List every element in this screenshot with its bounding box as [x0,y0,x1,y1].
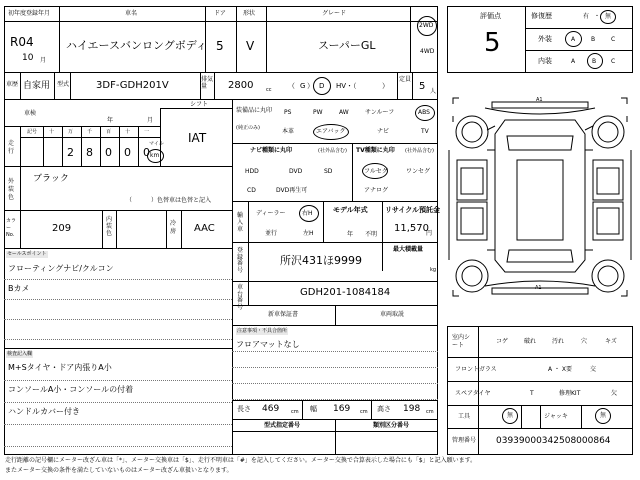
color-no-value: 209 [52,223,72,234]
diagram-a1-top: A1 [536,97,543,103]
navi-cd: CD [247,187,256,194]
fuel-d: D [319,82,325,90]
exterior-b: B [591,36,596,43]
capacity-label: 定員 [399,76,412,83]
mgmt-value: 03939000342508000864 [496,436,611,446]
width-label: 幅 [310,405,317,413]
mileage-unit-0: 十 [49,129,55,135]
mile-label: マイル [149,141,164,147]
interior-c: C [611,58,616,65]
reg-month-unit: 月 [40,57,47,64]
sheet-yabure: 破れ [524,338,537,345]
inspector_lines-rule [4,380,232,381]
fuel-g: G [300,82,306,90]
height-value: 198 [403,404,421,414]
equip-sunroof: サンルーフ [365,109,395,116]
interior-b: B [592,58,597,65]
width-unit: cm [360,409,368,415]
interior-a: A [571,58,576,65]
sales_lines-rule [4,279,232,280]
navi-subtitle: (社外品含む) [318,148,347,154]
exterior-a: A [571,36,576,43]
equip-leather: 本革 [282,128,295,135]
tv-fullseg: フルセグ [364,168,388,175]
door-label: ドア [214,10,226,17]
repair-no: 無 [605,13,612,20]
displacement-label: 排気量 [201,76,214,90]
sales-lines-0: フローティングナビ/クルコン [8,264,114,273]
jack-label: ジャッキ [544,413,568,420]
mileage-digit-1: 2 [67,146,74,159]
navi-sd: SD [324,168,333,175]
windshield-label: フロントガラス [455,366,497,373]
max-load-unit: kg [430,267,437,273]
grade-label: グレード [322,10,347,17]
diagram-a1-bottom: A1 [535,285,542,291]
model-year-unit: 年 [347,231,354,238]
inspector_lines-rule [4,402,232,403]
height-unit: cm [426,409,434,415]
car-name: ハイエースバンロングボディ [66,39,207,52]
interior-label: 内装 [538,57,552,65]
equip-airbag: エアバック [316,128,346,135]
mileage-digit-2: 8 [86,146,93,159]
fuel-paren: （ [288,82,295,90]
caution-lines-0: フロアマットなし [236,340,300,349]
footer-line1: 走行距離の記号欄にメーター改ざん車は「*」、メーター交換車は「$」、走行不明車は「#」を記入してください。メーター交換で合算表示した場合にも「$」と記入願います。 [5,457,477,464]
capacity-value: 5 [419,81,426,92]
length-unit: cm [291,409,299,415]
tools-value: 無 [507,412,514,419]
first-reg-label: 初年度登録年月 [8,10,51,17]
reg-label: 登録番号 [237,247,244,274]
mileage-divider [138,126,139,166]
mileage-divider [43,126,44,166]
model-label: 型式 [57,81,70,88]
tv-oneseg: ワンセグ [406,168,431,175]
inspector-label: 検査記入欄 [7,351,33,357]
inspector_lines-rule [4,446,232,447]
displacement-unit: cc [266,87,272,93]
shift-value: IAT [188,131,207,145]
reg-value: 所沢431ほ9999 [280,254,362,267]
model-year-unknown: 不明 [365,231,378,238]
sales_lines-rule [4,299,232,300]
sheet-koge: コゲ [496,338,509,345]
shape-label: 形状 [243,10,256,17]
tv-analog: アナログ [364,187,389,194]
height-label: 高さ [377,405,391,413]
use-value: 自家用 [23,81,51,91]
reg-year: R04 [10,35,34,49]
shape: V [246,39,255,53]
mileage-digit-4: 0 [124,146,131,159]
mileage-divider [81,126,82,166]
drive-2wd: 2WD [419,22,434,29]
tv-title: TV種類に丸印 [356,147,395,154]
recycle-label: リサイクル預託金 [385,206,441,214]
equip-aw: AW [339,109,349,116]
inspection-month: 月 [147,117,154,124]
tools-label: 工具 [458,413,471,420]
spare-label: スペアタイヤ [455,390,491,397]
interior-color-label: 内装色 [106,216,113,238]
sales-lines-1: Bカメ [8,284,30,293]
sales_lines-rule [4,319,232,320]
navi-dvd: DVD [289,168,303,175]
caution_lines-rule [232,367,438,368]
spare-missing: 欠 [611,390,618,397]
type-label: 型式指定番号 [264,422,301,429]
mileage-divider [62,126,63,166]
repair-yes: 有 [583,13,590,20]
length-label: 長さ [237,405,251,413]
mileage-unit-2: 千 [87,129,93,135]
manual: 車両取説 [380,311,405,318]
caution_lines-rule [232,351,438,352]
mileage-divider [119,126,120,166]
tv-subtitle: (社外品含む) [405,148,434,154]
mileage-label: 走行 [8,140,15,155]
navi-title: ナビ種類に丸印 [250,147,293,154]
footer-line2: またメーター交換の条件を満たしていないものはメーター改ざん車扱いとなります。 [5,467,233,474]
km-label: km [150,152,160,159]
equip-pw: PW [313,109,323,116]
inspection-label: 車検 [24,110,37,117]
capacity-unit: 人 [430,88,437,95]
fuel-hv: HV・（ [336,82,357,90]
model-year-label: モデル年式 [333,206,368,214]
sheet-yogore: 汚れ [552,338,565,345]
exterior-c: C [611,36,616,43]
shift-label: シフト [190,101,209,108]
spare-t: T [530,390,534,397]
mileage-unit-4: 十 [125,129,131,135]
windshield-extra: 交 [590,366,597,373]
color-value: ブラック [33,174,69,184]
score-value: 5 [484,28,501,58]
sheet-ana: 穴 [581,338,588,345]
width-value: 169 [333,404,351,414]
navi-dvd-play: DVD再生可 [276,187,308,194]
sales-label: セールスポイント [7,251,47,257]
recycle-unit: 円 [426,230,433,237]
inspector_lines-rule [4,424,232,425]
equip-ps: PS [284,109,292,116]
max-load-label: 最大積載量 [393,246,424,253]
fuel-paren-close: ） [307,82,314,90]
ac-label: 冷房 [170,220,177,235]
spare-kit: 修理KIT [559,390,581,397]
mileage-unit-prefix: 記号 [27,129,38,135]
color-note: ）色替車は色替と記入 [151,197,212,204]
equipment-subtitle: (純正のみ) [236,125,260,131]
model-value: 3DF-GDH201V [96,80,169,91]
caution-label: 注意事項・不具合箇所 [237,328,288,334]
new-car-warranty: 新車保証書 [268,311,299,318]
class-label: 類別区分番号 [373,422,410,429]
grade: スーパーGL [318,39,376,52]
equipment-title: 装備品に丸印 [236,107,273,114]
recycle-value: 11,570 [394,223,429,234]
import-left: 左H [303,230,314,237]
caution_lines-rule [232,383,438,384]
navi-hdd: HDD [245,168,259,175]
mgmt-label: 管理番号 [452,437,477,444]
exterior-label: 外装 [538,35,552,43]
score-label: 評価点 [480,12,501,20]
windshield-opts: A ・ X要 [548,366,573,373]
import-label: 輸入車 [237,212,244,234]
mileage-divider [100,126,101,166]
chassis-label: 車台番号 [237,284,244,311]
inspection-year: 年 [107,117,114,124]
inspector-lines-2: ハンドルカバー付き [8,407,80,416]
car-name-label: 車名 [125,10,138,17]
equip-navi: ナビ [377,128,390,135]
mileage-unit-5: 一 [144,129,150,135]
ac-value: AAC [194,223,215,234]
color-label: 外装色 [8,178,15,201]
mileage-digit-3: 0 [105,146,112,159]
equip-abs: ABS [418,109,430,116]
doors: 5 [216,39,224,53]
color-no-label: カラー No. [6,218,17,238]
use-label: 車歴 [6,81,19,88]
equip-tv: TV [421,128,429,135]
reg-month: 10 [22,53,34,63]
mileage-unit-3: 百 [106,129,112,135]
repair-label: 修復歴 [531,12,552,20]
sheet-kizu: キズ [605,338,617,345]
drive-4wd: 4WD [420,48,435,55]
mileage-digit-5: 0 [143,146,150,159]
chassis-value: GDH201-1084184 [300,287,391,298]
displacement-value: 2800 [228,80,254,91]
jack-value: 無 [600,412,607,419]
mileage-unit-1: 万 [68,129,74,135]
fuel-close: ） [382,82,389,90]
import-dealer: ディーラー [256,210,286,217]
import-parallel: 並行 [265,230,278,237]
color-note-open: （ [126,197,133,204]
inspector-lines-1: コンソールA小・コンソールの付着 [8,385,134,394]
inspector-lines-0: M+Sタイヤ・ドア内張りA小 [8,363,112,372]
repair-dot: ・ [594,13,601,20]
interior-sheet-label: 室内シート [452,334,471,349]
length-value: 469 [262,404,280,414]
import-right: 右H [302,210,313,217]
sales_lines-rule [4,339,232,340]
